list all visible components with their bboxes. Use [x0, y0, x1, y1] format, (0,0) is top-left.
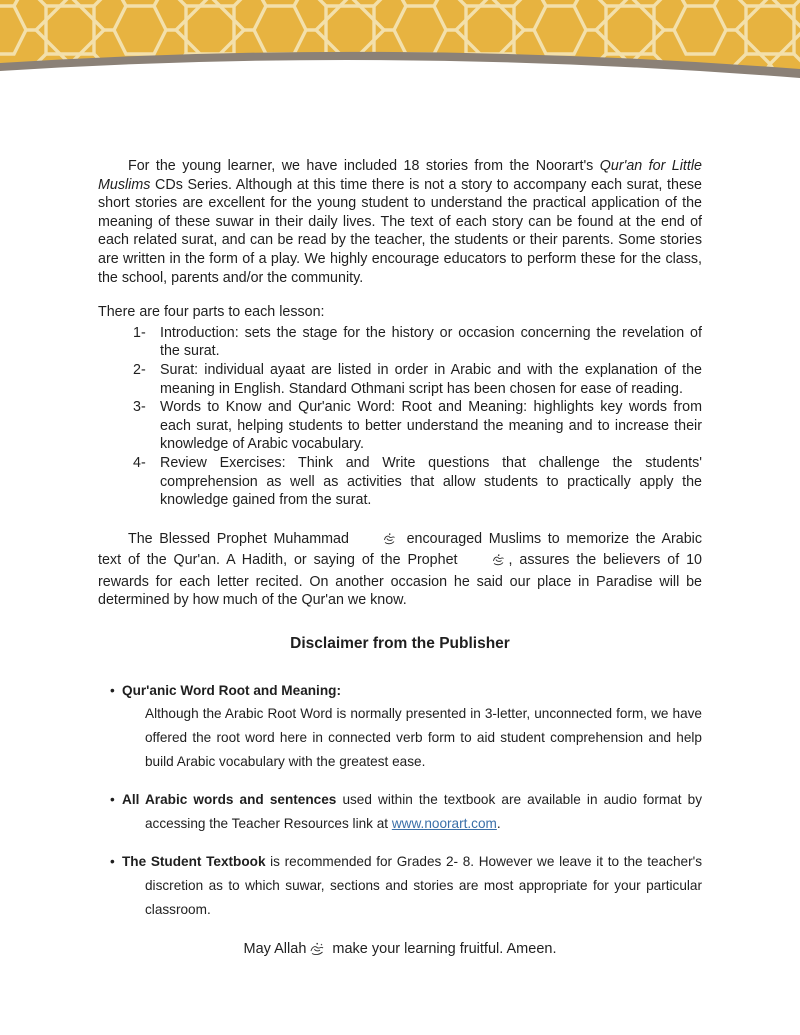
list-number: 1- — [133, 324, 146, 341]
list-number: 4- — [133, 454, 146, 471]
list-number: 3- — [133, 399, 146, 416]
intro-text-1: For the young learner, we have included 18 stories from the Noorart's — [128, 158, 600, 174]
closing-text-2: make your learning fruitful. Ameen. — [328, 941, 557, 958]
lesson-parts-intro: There are four parts to each lesson: — [98, 304, 325, 321]
disclaimer-bullet-grades — [98, 850, 702, 922]
bullet-icon: • — [110, 854, 115, 870]
disclaimer-heading: Disclaimer from the Publisher — [290, 635, 510, 653]
list-item-text: Surat: individual ayaat are listed in order in Arabic and with the explanation of the meaning in English. Standard Othmani script has been chosen for ease of reading. — [160, 361, 702, 397]
swt-calligraphy-icon — [309, 941, 325, 962]
bullet-body-text: is recommended for Grades 2- 8. However we leave it to the teacher's discretion as to which suwar, sections and stories are most appropriate for your particular classroom. — [145, 854, 702, 918]
bullet-lead-line — [98, 680, 702, 702]
list-item-text: Words to Know and Qur'anic Word: Root and Meaning: highlights key words from each surat, helping students to better understand the meaning and to increase their knowledge of Arabic vocabulary. — [160, 399, 702, 453]
list-item-text: Introduction: sets the stage for the history or occasion concerning the revelation of the surat. — [160, 324, 702, 360]
noorart-link[interactable]: www.noorart.com — [391, 816, 497, 832]
disclaimer-bullet-root-meaning — [98, 680, 702, 774]
bullet-icon: • — [110, 683, 115, 699]
bullet-bold-lead: Qur'anic Word Root and Meaning: — [122, 683, 341, 699]
bullet-icon: • — [110, 792, 115, 808]
memorize-text-3: , assures the believers of 10 rewards for each letter recited. On another occasion he said our place in Paradise will be determined by how much of the Qur'an we know. — [98, 552, 702, 609]
bullet-bold-lead: All Arabic words and sentences — [122, 792, 337, 808]
memorize-text-1: The Blessed Prophet Muhammad — [128, 530, 349, 547]
list-item — [98, 398, 702, 454]
page-content — [98, 0, 702, 962]
lesson-parts-list — [98, 324, 702, 510]
bullet-bold-lead: The Student Textbook — [122, 854, 266, 870]
pbuh-calligraphy-icon — [352, 531, 397, 552]
cd-series-title: Qur'an for Little Muslims — [98, 158, 702, 193]
disclaimer-bullet-audio — [98, 788, 702, 836]
list-item — [98, 324, 702, 361]
closing-text-1: May Allah — [243, 941, 307, 958]
closing-line — [98, 940, 702, 962]
list-item — [98, 454, 702, 510]
pbuh-calligraphy-icon — [461, 552, 506, 573]
memorization-paragraph — [98, 530, 702, 610]
memorize-text-2: encouraged Muslims to memorize the Arabic text of the Qur'an. A Hadith, or saying of the Prophet — [98, 530, 702, 569]
list-number: 2- — [133, 361, 146, 378]
list-item — [98, 361, 702, 398]
intro-paragraph — [98, 157, 702, 287]
bullet-body-text: used within the textbook are available in audio format by accessing the Teacher Resources link at — [145, 792, 702, 832]
bullet-body-text: . — [496, 816, 501, 832]
list-item-text: Review Exercises: Think and Write questions that challenge the students' comprehension as well as activities that allow students to practically apply the knowledge gained from the surat. — [160, 454, 702, 509]
intro-text-2: CDs Series. Although at this time there is not a story to accompany each surat, these short stories are excellent for the young student to understand the practical application of the meaning of these suwar in their daily lives. The text of each story can be found at the end of each related surat, and can be read by the teacher, the students or their parents. Some stories are written in the form of a play. We highly encourage educators to perform these for the class, the school, parents and/or the community. — [98, 176, 702, 286]
bullet-body-text: Although the Arabic Root Word is normally presented in 3-letter, unconnected form, we have offered the root word here in connected verb form to aid student comprehension and help build Arabic vocabulary with the greatest ease. — [145, 706, 702, 770]
